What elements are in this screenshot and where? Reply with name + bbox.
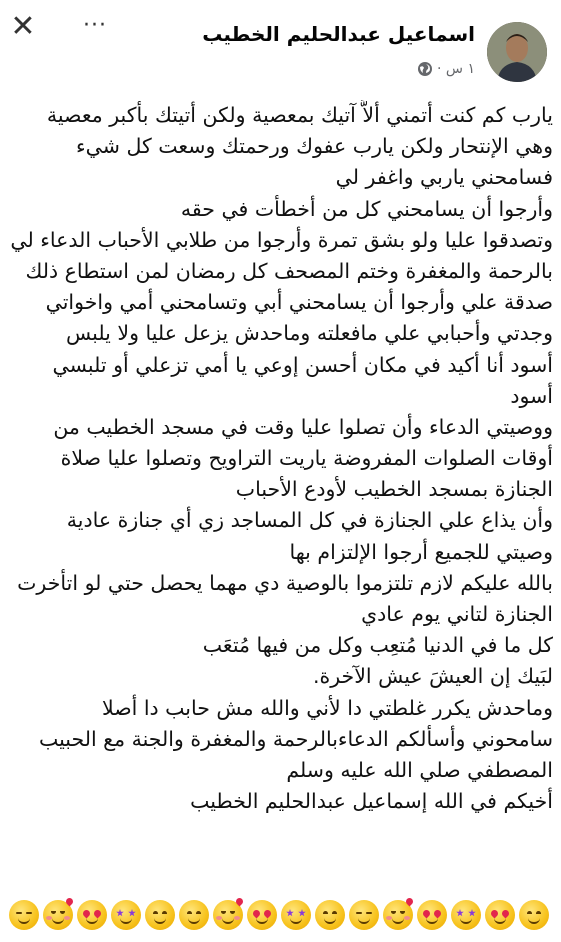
post-text-line: فسامحني ياربي واغفر لي [335, 165, 553, 190]
post-text-line: بالرحمة والمغفرة وختم المصحف كل رمضان لمن استطاع ذلك [25, 258, 553, 283]
heart-emoji-icon [485, 900, 515, 930]
post-text-line: يارب كم كنت أتمني ألاَّ آتيك بمعصية ولكن أتيتك بأكبر معصية [46, 103, 553, 127]
post-text-line: وجدتي وأحبابي علي مافعلته وماحدش يزعل عليا ولا يلبس [66, 321, 553, 346]
post-text-line: وتصدقوا عليا ولو بشق تمرة وأرجوا من طلابي الأحباب الدعاء لي [10, 227, 553, 252]
emoji-row [14, 900, 549, 934]
post-text-line: الجنازة لتاني يوم عادي [361, 602, 553, 626]
post-timestamp[interactable]: ١ س · [437, 61, 475, 77]
more-options-button[interactable] [78, 13, 112, 38]
post-text-line: وأن يذاع علي الجنازة في كل المساجد زي أي جنازة عادية [66, 508, 553, 533]
post-meta [417, 58, 475, 80]
post-text-line: وصيتي للجميع أرجوا الإلتزام بها [289, 539, 553, 564]
star-emoji-icon [111, 900, 141, 930]
author-name[interactable]: اسماعيل عبدالحليم الخطيب [202, 22, 475, 46]
post-header [0, 0, 561, 100]
smile-emoji-icon [519, 900, 549, 930]
smile-emoji-icon [315, 900, 345, 930]
close-button[interactable] [6, 10, 40, 44]
blush-emoji-icon [43, 900, 73, 930]
heart-emoji-icon [417, 900, 447, 930]
post-text-line: أوقات الصلوات المفروضة ياريت التراويح وتصلوا عليا صلاة [60, 446, 553, 471]
post-text-line: وهي الإنتحار ولكن يارب عفوك ورحمتك وسعت كل شيء [76, 134, 553, 159]
blush-emoji-icon [213, 900, 243, 930]
post-text-line: المصطفي صلي الله عليه وسلم [286, 757, 553, 782]
star-emoji-icon [281, 900, 311, 930]
heart-emoji-icon [247, 900, 277, 930]
globe-icon [417, 61, 433, 77]
post-text-line: كل ما في الدنيا مُتعِب وكل من فيها مُتعَب [202, 633, 553, 658]
post-text-line: لبَيك إن العيشَ عيش الآخرة. [312, 664, 553, 689]
post-text-line: أسود [510, 383, 553, 408]
close-icon: ✕ [10, 9, 36, 44]
post-text-line: الجنازة بمسجد الخطيب لأودع الأحباب [235, 477, 553, 502]
heart-emoji-icon [77, 900, 107, 930]
post-text-line: وماحدش يكرر غلطتي دا لأني والله مش حابب دا أصلا [101, 695, 553, 720]
more-options-icon: ··· [83, 13, 107, 38]
post-text-line: أسود أنا أكيد في مكان أحسن إوعي يا أمي تزعلي أو تلبسي [52, 352, 553, 377]
star-emoji-icon [451, 900, 481, 930]
post-body [8, 100, 553, 817]
blush-emoji-icon [383, 900, 413, 930]
smile-emoji-icon [179, 900, 209, 930]
smile-emoji-icon [145, 900, 175, 930]
post-text-line: أخيكم في الله إسماعيل عبدالحليم الخطيب [190, 789, 553, 814]
calm-emoji-icon [9, 900, 39, 930]
post-text-line: بالله عليكم لازم تلتزموا بالوصية دي مهما يحصل حتي لو اتأخرت [17, 570, 553, 595]
avatar[interactable] [487, 22, 547, 82]
post-text-line: وأرجوا أن يسامحني كل من أخطأت في حقه [180, 196, 553, 221]
post-text-line: ووصيتي الدعاء وأن تصلوا عليا وقت في مسجد الخطيب من [53, 414, 553, 439]
calm-emoji-icon [349, 900, 379, 930]
post-text-line: صدقة علي وأرجوا أن يسامحني أبي وتسامحني أمي واخواتي [45, 290, 553, 315]
post-text-line: سامحوني وأسألكم الدعاءبالرحمة والمغفرة والجنة مع الحبيب [38, 726, 553, 751]
